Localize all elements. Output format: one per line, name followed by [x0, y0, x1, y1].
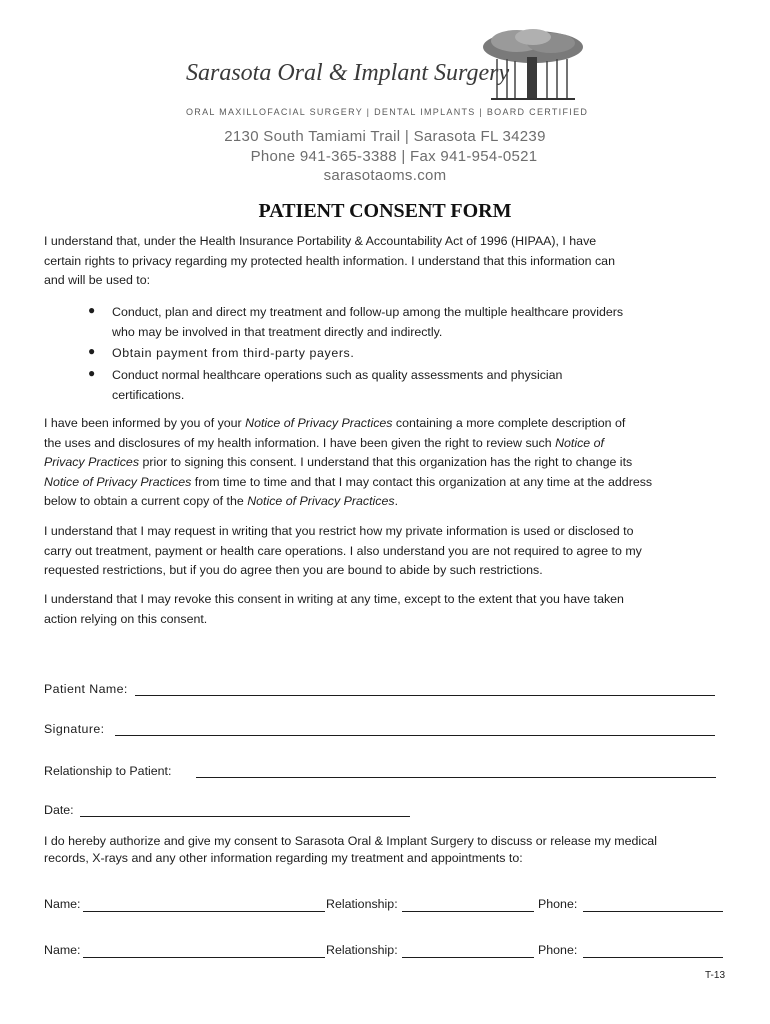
patient-name-label: Patient Name:: [44, 682, 128, 696]
contact-phone-label: Phone:: [538, 897, 578, 911]
notice-text: from time to time and that I may contact this organization at any time at the address: [191, 474, 653, 489]
notice-text: the uses and disclosures of my health information. I have been given the right to review such: [44, 435, 556, 450]
notice-paragraph: [44, 414, 734, 512]
practice-phone-fax: Phone 941-365-3388 | Fax 941-954-0521: [250, 148, 538, 165]
relationship-label: Relationship to Patient:: [44, 764, 172, 778]
notice-text: prior to signing this consent. I understand that this organization has the right to change its: [139, 455, 633, 469]
contact-phone-field[interactable]: [583, 957, 723, 958]
restrict-paragraph: [44, 522, 734, 581]
practice-tagline: ORAL MAXILLOFACIAL SURGERY | DENTAL IMPLANTS | BOARD CERTIFIED: [186, 107, 589, 117]
notice-title-ref: Notice of: [555, 435, 604, 450]
signature-label: Signature:: [44, 722, 105, 736]
list-item-text: who may be involved in that treatment directly and indirectly.: [112, 324, 443, 339]
list-item-text: Conduct normal healthcare operations such as quality assessments and physician: [112, 368, 563, 382]
bullet-icon: ●: [88, 303, 96, 317]
signature-field[interactable]: [115, 735, 715, 736]
revoke-line: I understand that I may revoke this consent in writing at any time, except to the extent that you have taken: [44, 592, 624, 606]
notice-text: .: [394, 494, 399, 508]
authorize-line: I do hereby authorize and give my consent to Sarasota Oral & Implant Surgery to discuss or release my medical: [44, 834, 657, 848]
form-code: T-13: [705, 970, 726, 981]
list-item: [112, 344, 712, 364]
patient-name-field[interactable]: [135, 695, 715, 696]
date-label: Date:: [44, 803, 74, 817]
restrict-line: carry out treatment, payment or health care operations. I also understand you are not required to agree to my: [44, 543, 642, 558]
contact-phone-field[interactable]: [583, 911, 723, 912]
contact-relationship-label: Relationship:: [326, 897, 398, 911]
authorize-paragraph: [44, 833, 734, 866]
list-item-text: certifications.: [112, 387, 185, 402]
restrict-line: I understand that I may request in writing that you restrict how my private information is used or disclosed to: [44, 524, 634, 538]
practice-website: sarasotaoms.com: [323, 167, 447, 184]
notice-text: I have been informed by you of your: [44, 416, 246, 430]
notice-title-ref: Notice of Privacy Practices: [245, 416, 393, 430]
list-item-text: Conduct, plan and direct my treatment and follow-up among the multiple healthcare providers: [112, 305, 624, 319]
relationship-field[interactable]: [196, 777, 716, 778]
contact-relationship-field[interactable]: [402, 911, 534, 912]
contact-name-field[interactable]: [83, 911, 325, 912]
intro-line: and will be used to:: [44, 273, 151, 287]
notice-text: containing a more complete description of: [392, 416, 626, 430]
date-field[interactable]: [80, 816, 410, 817]
intro-paragraph: [44, 232, 734, 291]
list-item: [112, 303, 712, 342]
practice-address: 2130 South Tamiami Trail | Sarasota FL 34239: [224, 128, 546, 145]
notice-title-ref: Notice of Privacy Practices: [247, 494, 395, 508]
practice-name: Sarasota Oral & Implant Surgery: [186, 60, 510, 86]
bullet-icon: ●: [88, 366, 96, 380]
list-item: [112, 366, 712, 405]
intro-line: certain rights to privacy regarding my protected health information. I understand that this information can: [44, 253, 615, 268]
page-title: PATIENT CONSENT FORM: [258, 200, 512, 222]
revoke-line: action relying on this consent.: [44, 611, 208, 626]
contact-relationship-label: Relationship:: [326, 943, 398, 957]
list-item-text: Obtain payment from third-party payers.: [112, 346, 355, 360]
revoke-paragraph: [44, 590, 734, 629]
restrict-line: requested restrictions, but if you do agree then you are bound to abide by such restrictions.: [44, 563, 543, 577]
contact-relationship-field[interactable]: [402, 957, 534, 958]
contact-name-field[interactable]: [83, 957, 325, 958]
contact-name-label: Name:: [44, 897, 81, 911]
notice-text: below to obtain a current copy of the: [44, 494, 248, 508]
notice-title-ref: Privacy Practices: [44, 455, 140, 469]
banyan-tree-icon: [477, 27, 589, 103]
contact-name-label: Name:: [44, 943, 81, 957]
bullet-icon: ●: [88, 344, 96, 358]
notice-title-ref: Notice of Privacy Practices: [44, 474, 192, 489]
intro-line: I understand that, under the Health Insurance Portability & Accountability Act of 1996 (HIPAA), I have: [44, 234, 597, 248]
contact-phone-label: Phone:: [538, 943, 578, 957]
authorize-line: records, X-rays and any other information regarding my treatment and appointments to:: [44, 850, 523, 865]
